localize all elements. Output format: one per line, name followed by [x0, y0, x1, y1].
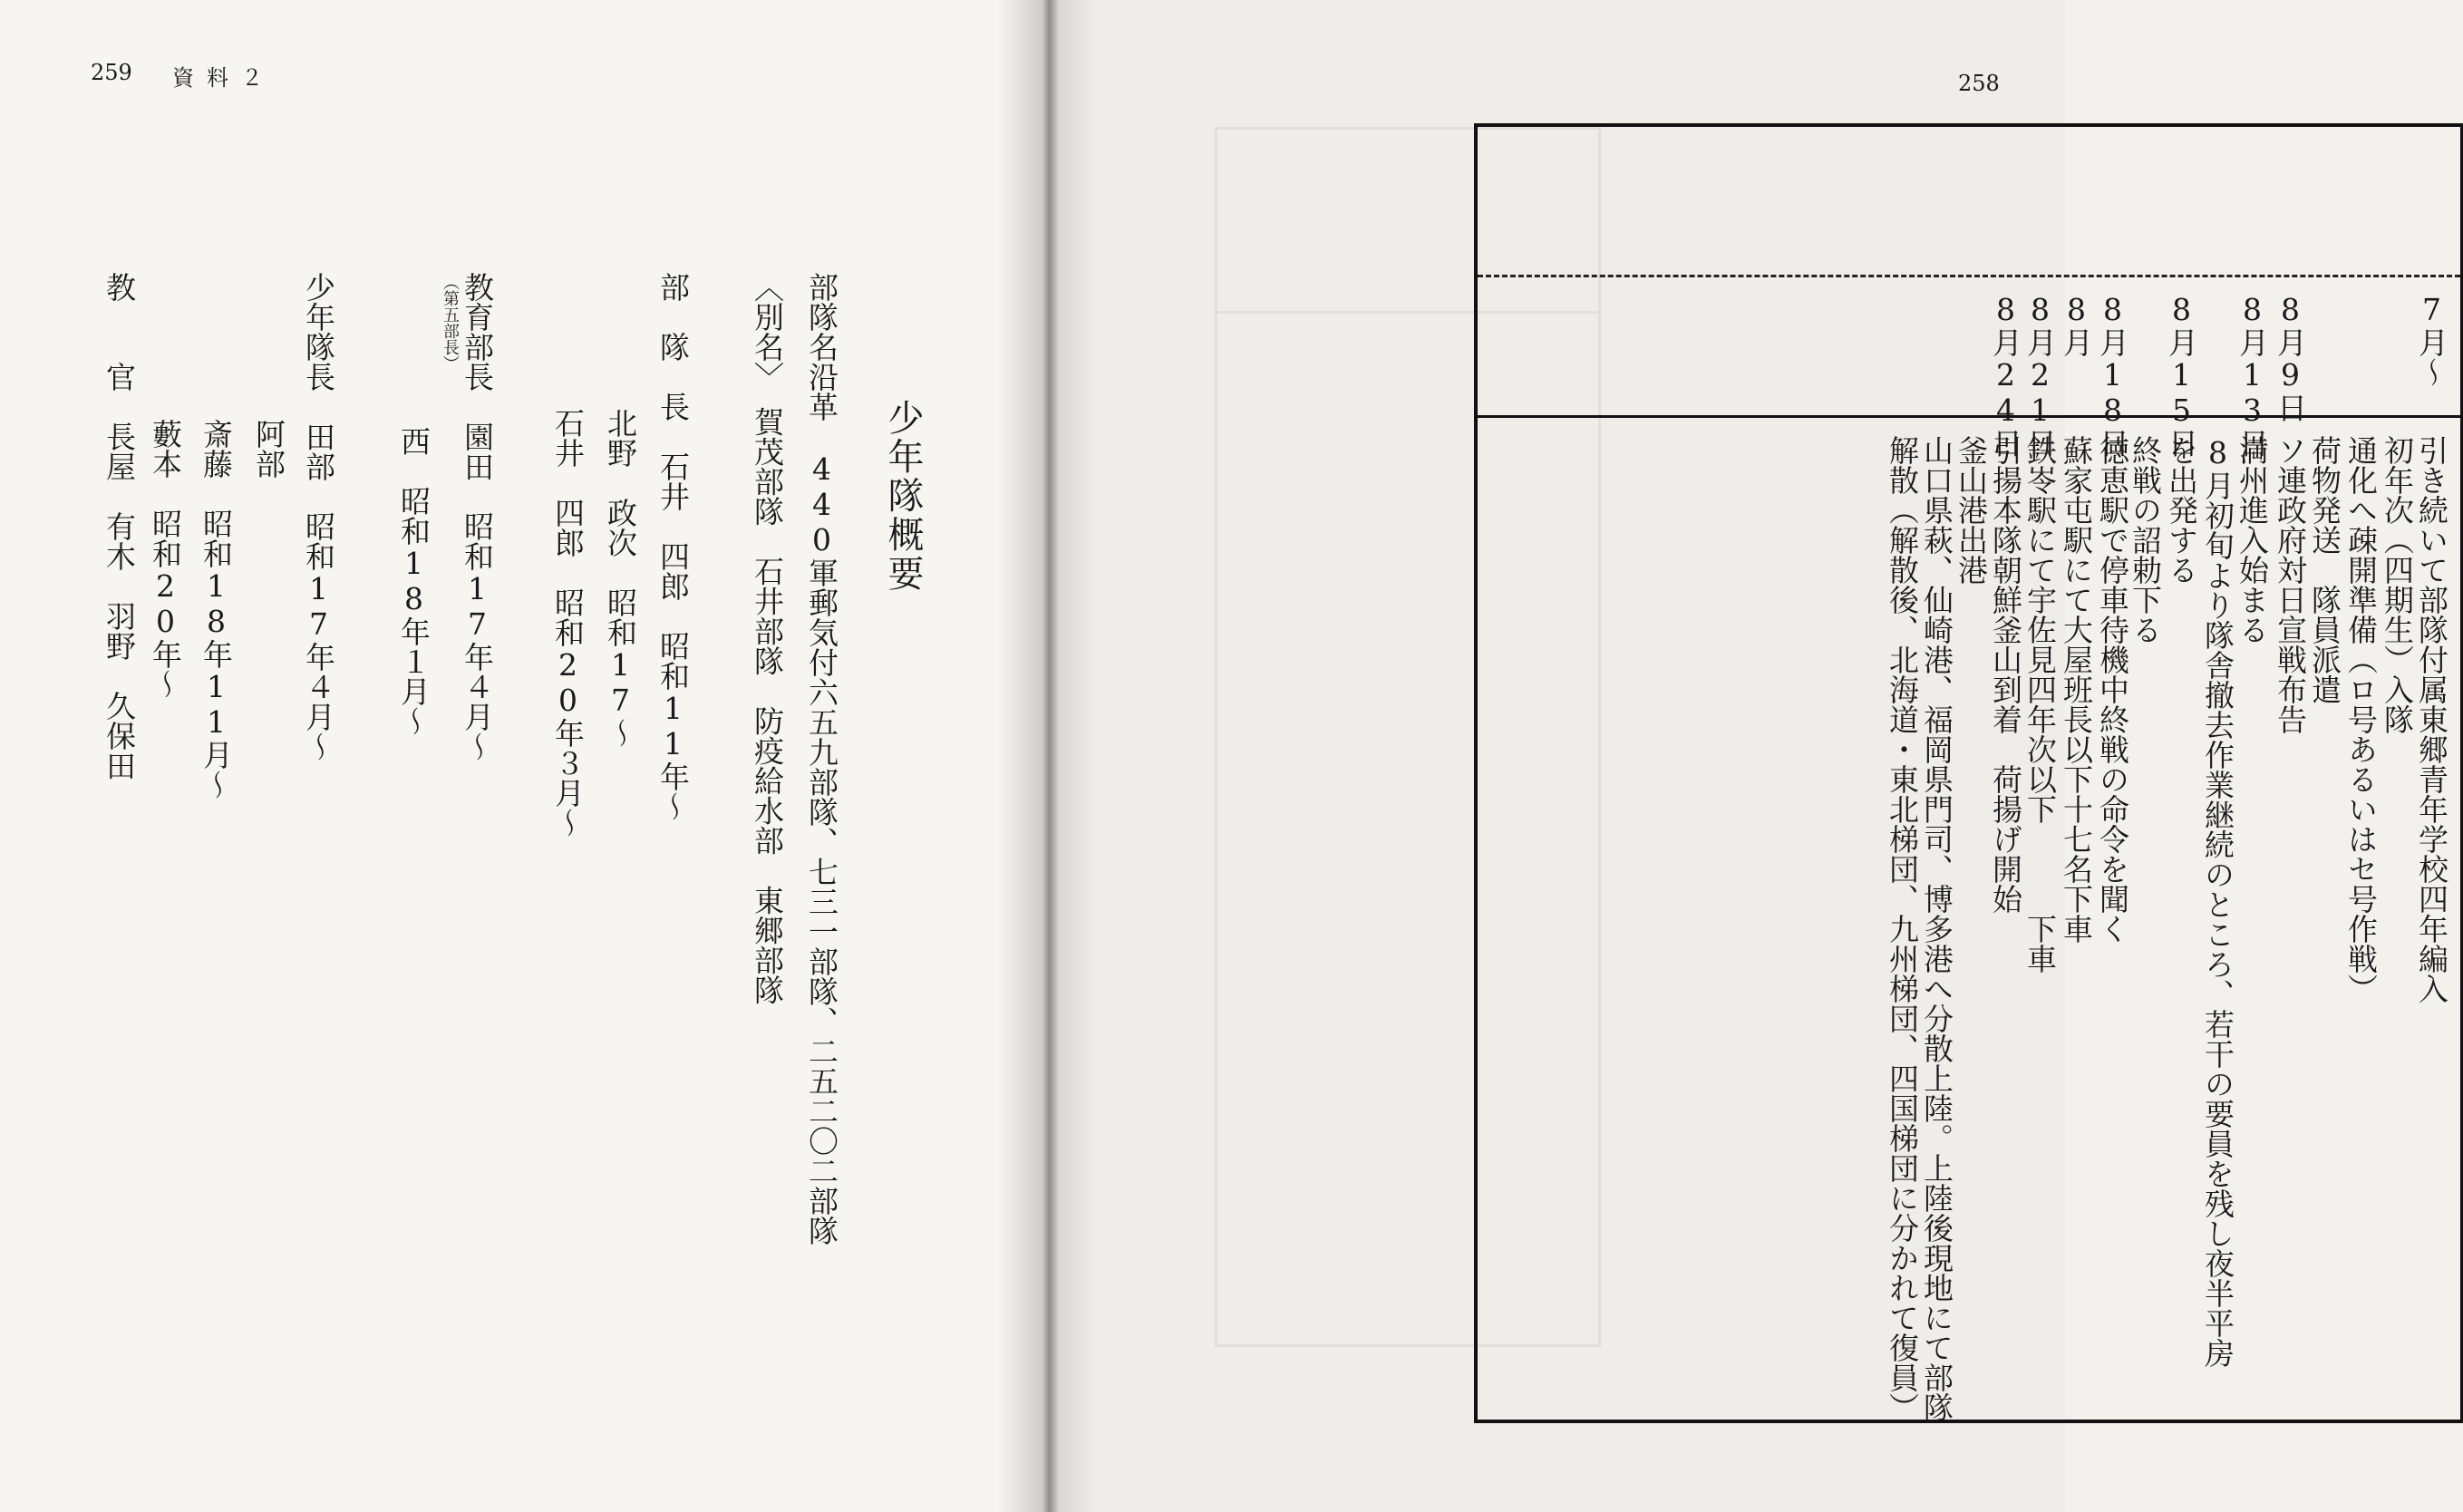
entry-cell: 山口県萩、仙崎港、福岡県門司、博多港へ分散上陸。上陸後現地にて部隊 — [1919, 435, 1954, 1422]
text-column-9: 阿部 — [251, 419, 286, 479]
left-section-label: 資料２ — [172, 65, 276, 91]
entry-cell: 終戦の詔勅下る — [2128, 435, 2163, 645]
date-cell: 8月24日 — [1988, 292, 2023, 458]
text-column-3: 部 隊 長 石井 四郎 昭和11年〜 — [655, 272, 691, 821]
entry-cell: 通化へ疎開準備（ロ号あるいはセ号作戦） — [2343, 435, 2379, 1003]
entry-cell: 引揚本隊朝鮮釜山到着 荷揚げ開始 — [1988, 435, 2023, 914]
entry-cell: 鉄岺駅にて宇佐見四年次以下 下車 — [2022, 435, 2058, 974]
table-dashed-rule — [1478, 275, 2460, 277]
table-date-entry-rule — [1478, 415, 2460, 418]
entry-cell: 解散（解散後、北海道・東北梯団、九州梯団、四国梯団に分かれて復員） — [1885, 435, 1920, 1422]
text-column-6: 教育部長 園田 昭和17年４月〜 — [460, 272, 495, 761]
date-cell: 8月15日 — [2164, 292, 2199, 458]
document-title: 少年隊概要 — [882, 399, 924, 594]
date-cell: 8月9日 — [2273, 292, 2308, 422]
text-column-1: 部隊名沿革 440軍郵気付六五九部隊、七三一部隊、二五二〇二部隊 — [804, 272, 839, 1245]
entry-cell: 初年次（四期生）入隊 — [2380, 435, 2415, 734]
date-cell: 7月〜 — [2414, 292, 2449, 387]
entry-cell: を出発する — [2164, 435, 2199, 585]
date-cell: 8月21日 — [2022, 292, 2058, 458]
text-column-4: 北野 政次 昭和17〜 — [603, 408, 638, 748]
text-column-8: 少年隊長 田部 昭和17年４月〜 — [301, 272, 336, 761]
entry-cell: 8月初旬より隊舎撤去作業継続のところ、若干の要員を残し夜半平房 — [2200, 435, 2235, 1368]
chronology-table — [1475, 124, 2463, 1422]
entry-cell: 蘇家屯駅にて大屋班長以下十七名下車 — [2059, 435, 2094, 944]
entry-cell: ソ連政府対日宣戦布告 — [2273, 435, 2308, 734]
date-cell: 8月13日 — [2235, 292, 2270, 458]
left-page-number: 259 — [91, 60, 132, 85]
kyoiku-note: （第五部長） — [441, 274, 460, 372]
right-page-number: 258 — [1958, 71, 2000, 96]
entry-cell: 釜山港出港 — [1954, 435, 1989, 585]
date-cell: 8月 — [2059, 292, 2094, 357]
entry-cell: 引き続いて部隊付属東郷青年学校四年編入 — [2414, 435, 2449, 1003]
date-cell: 8月18日 — [2095, 292, 2130, 458]
text-column-12: 教 官 長屋 有木 羽野 久保田 — [102, 272, 137, 780]
text-column-5: 石井 四郎 昭和20年３月〜 — [550, 408, 586, 838]
text-column-10: 斎藤 昭和18年11月〜 — [199, 419, 234, 800]
text-column-11: 藪本 昭和20年〜 — [148, 419, 183, 699]
book-gutter — [997, 0, 1097, 1512]
entry-cell: 荷物発送 隊員派遣 — [2307, 435, 2342, 704]
entry-cell: 徳恵駅で停車待機中終戦の命令を聞く — [2095, 435, 2130, 944]
entry-cell: 満州進入始まる — [2235, 435, 2270, 645]
text-column-2: 〈別名〉 賀茂部隊 石井部隊 防疫給水部 東郷部隊 — [750, 272, 785, 1005]
text-column-7: 西 昭和18年１月〜 — [396, 426, 432, 736]
left-page — [0, 0, 1033, 1512]
